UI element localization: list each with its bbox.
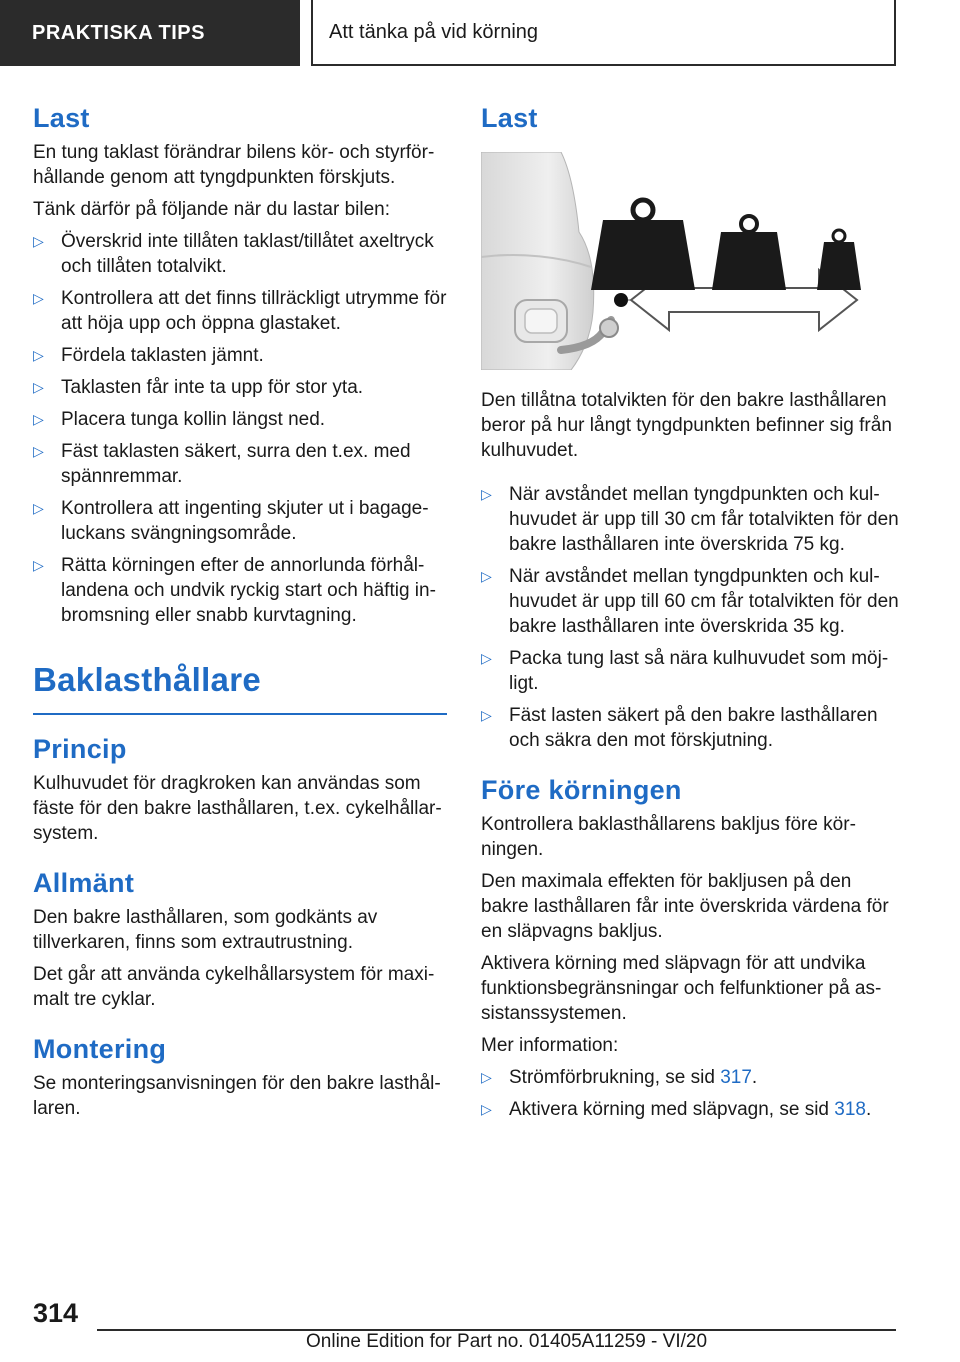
triangle-bullet-icon: ▷ (481, 486, 492, 502)
triangle-bullet-icon: ▷ (481, 1069, 492, 1085)
section-tab (0, 0, 300, 66)
reference-list (481, 1065, 899, 1122)
triangle-bullet-icon: ▷ (481, 568, 492, 584)
list-item: ▷ Taklasten får inte ta upp för stor yta. (33, 377, 364, 398)
last-intro: En tung taklast förändrar bilens kör- och styrförhållande genom att tyngdpunkten förskjuts. (33, 142, 435, 188)
list-item: ▷ Rätta körningen efter de annorlunda förhållandena och undvik ryckig start och häftig inbromsning eller snabb kurvtagning. (33, 555, 436, 626)
list-item: ▷ Strömförbrukning, se sid 317. (481, 1067, 758, 1088)
list-item: ▷ När avståndet mellan tyngdpunkten och kulhuvudet är upp till 60 cm får totalvikten för den bakre lasthållaren inte överskrida 35 kg. (481, 566, 899, 637)
fore-text-1: Kontrollera baklasthållarens bakljus före körningen. (481, 814, 856, 860)
list-item: ▷ Packa tung last så nära kulhuvudet som möjligt. (481, 648, 889, 694)
fore-text-3: Aktivera körning med släpvagn för att undvika funktionsbegränsningar och felfunktioner på assistanssystemen. (481, 953, 882, 1024)
triangle-bullet-icon: ▷ (33, 557, 44, 573)
list-item: ▷ När avståndet mellan tyngdpunkten och kulhuvudet är upp till 30 cm får totalvikten för den bakre lasthållaren inte överskrida 75 kg. (481, 484, 899, 555)
princip-heading: Princip (33, 734, 127, 764)
montering-text: Se monteringsanvisningen för den bakre lasthållaren. (33, 1073, 441, 1119)
page-link-317[interactable]: 317 (720, 1067, 752, 1088)
fore-text-2: Den maximala effekten för bakljusen på den bakre lasthållaren får inte överskrida värdena för en släpvagns bakljus. (481, 871, 889, 942)
triangle-bullet-icon: ▷ (33, 379, 44, 395)
last-heading: Last (33, 103, 90, 133)
last-lead: Tänk därför på följande när du lastar bilen: (33, 199, 390, 220)
list-item: ▷ Kontrollera att det finns tillräckligt utrymme för att höja upp och öppna glastaket. (33, 288, 447, 334)
list-item: ▷ Överskrid inte tillåten taklast/tillåtet axeltryck och tillåten totalvikt. (33, 231, 434, 277)
triangle-bullet-icon: ▷ (481, 707, 492, 723)
princip-text: Kulhuvudet för dragkroken kan användas som fäste för den bakre lasthållaren, t.ex. cykelhållarsystem. (33, 773, 442, 844)
fore-korningen-heading: Före körningen (481, 775, 682, 805)
triangle-bullet-icon: ▷ (481, 1101, 492, 1117)
triangle-bullet-icon: ▷ (33, 411, 44, 427)
triangle-bullet-icon: ▷ (33, 347, 44, 363)
last-heading-right: Last (481, 103, 538, 133)
right-last-list (481, 482, 899, 753)
page-link-318[interactable]: 318 (834, 1099, 866, 1120)
list-item: ▷ Fäst lasten säkert på den bakre lasthållaren och säkra den mot förskjutning. (481, 705, 878, 751)
more-info: Mer information: (481, 1035, 619, 1056)
heading-divider (33, 713, 447, 715)
list-item: ▷ Aktivera körning med släpvagn, se sid 318. (481, 1099, 872, 1120)
triangle-bullet-icon: ▷ (33, 233, 44, 249)
allmant-text-1: Den bakre lasthållaren, som godkänts av tillverkaren, finns som extrautrustning. (33, 907, 378, 953)
baklasthallare-heading: Baklasthållare (33, 661, 261, 698)
montering-heading: Montering (33, 1034, 167, 1064)
list-item: ▷ Fördela taklasten jämnt. (33, 345, 264, 366)
right-last-text: Den tillåtna totalvikten för den bakre lasthållaren beror på hur långt tyngdpunkten befinner sig från kulhuvudet. (481, 390, 892, 461)
chapter-header (311, 0, 896, 66)
list-item: ▷ Fäst taklasten säkert, surra den t.ex. med spännremmar. (33, 441, 411, 487)
list-item: ▷ Placera tunga kollin längst ned. (33, 409, 326, 430)
triangle-bullet-icon: ▷ (33, 443, 44, 459)
triangle-bullet-icon: ▷ (481, 650, 492, 666)
allmant-heading: Allmänt (33, 868, 135, 898)
last-list (33, 229, 447, 628)
page-number: 314 (33, 1298, 79, 1328)
edition-text: Online Edition for Part no. 01405A11259 - VI/20 (306, 1331, 708, 1352)
triangle-bullet-icon: ▷ (33, 500, 44, 516)
allmant-text-2: Det går att använda cykelhållarsystem för maximalt tre cyklar. (33, 964, 435, 1010)
chapter-title: Att tänka på vid körning (329, 20, 539, 43)
left-column (33, 100, 447, 1128)
triangle-bullet-icon: ▷ (33, 290, 44, 306)
list-item: ▷ Kontrollera att ingenting skjuter ut i bagageluckans svängningsområde. (33, 498, 429, 544)
tow-bar-load-weights-illustration-icon (481, 152, 881, 370)
section-title: PRAKTISKA TIPS (32, 21, 205, 44)
right-column (481, 100, 899, 1129)
